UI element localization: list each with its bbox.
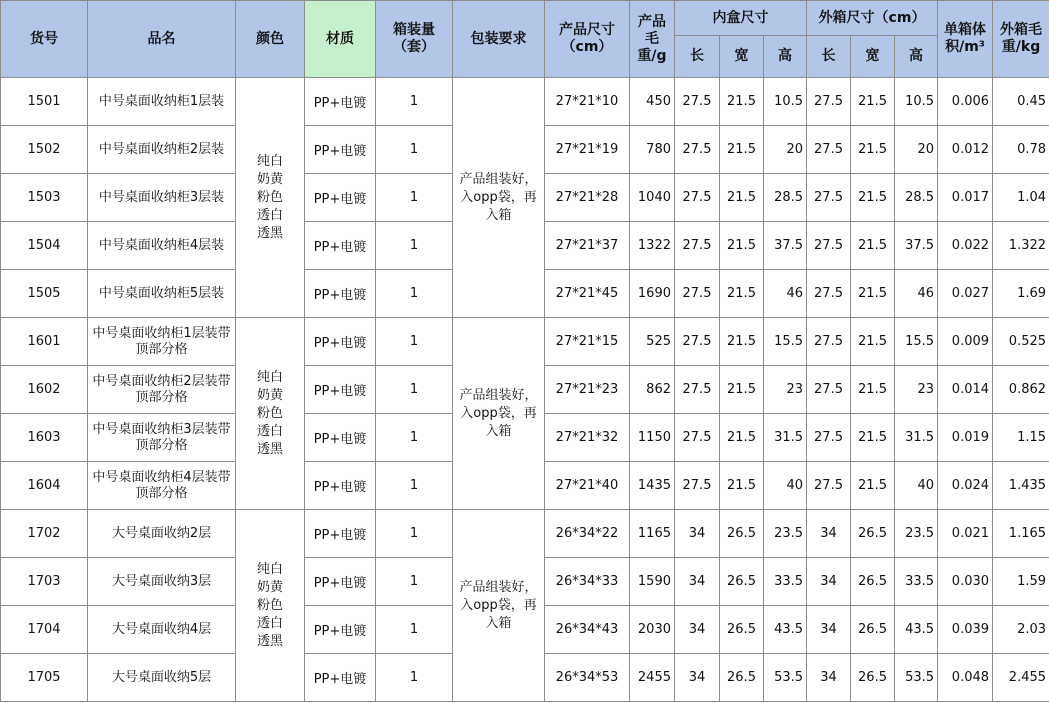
inner-width-cell[interactable]: 21.5 — [720, 414, 764, 462]
inner-length-cell[interactable]: 34 — [675, 510, 720, 558]
packing-cell[interactable]: 产品组装好，入opp袋，再入箱 — [453, 510, 545, 702]
packing-cell[interactable]: 产品组装好，入opp袋，再入箱 — [453, 318, 545, 510]
header-inner-box[interactable]: 内盒尺寸 — [675, 1, 807, 36]
inner-length-cell[interactable]: 27.5 — [675, 414, 720, 462]
inner-height-cell[interactable]: 33.5 — [764, 558, 807, 606]
inner-width-cell[interactable]: 21.5 — [720, 270, 764, 318]
weight-cell[interactable]: 2455 — [630, 654, 675, 702]
sku-cell[interactable]: 1705 — [1, 654, 88, 702]
sku-cell[interactable]: 1504 — [1, 222, 88, 270]
header-outer-box[interactable]: 外箱尺寸（cm） — [807, 1, 938, 36]
volume-cell[interactable]: 0.021 — [938, 510, 993, 558]
gross-weight-cell[interactable]: 1.59 — [993, 558, 1049, 606]
outer-height-cell[interactable]: 23 — [895, 366, 938, 414]
outer-width-cell[interactable]: 21.5 — [851, 462, 895, 510]
gross-weight-cell[interactable]: 2.03 — [993, 606, 1049, 654]
material-cell[interactable]: PP+电镀 — [305, 78, 376, 126]
header-outer-length[interactable]: 长 — [807, 36, 851, 78]
outer-length-cell[interactable]: 34 — [807, 606, 851, 654]
weight-cell[interactable]: 1165 — [630, 510, 675, 558]
outer-height-cell[interactable]: 33.5 — [895, 558, 938, 606]
qty-cell[interactable]: 1 — [376, 366, 453, 414]
inner-width-cell[interactable]: 26.5 — [720, 510, 764, 558]
gross-weight-cell[interactable]: 0.525 — [993, 318, 1049, 366]
outer-height-cell[interactable]: 37.5 — [895, 222, 938, 270]
size-cell[interactable]: 27*21*15 — [545, 318, 630, 366]
inner-width-cell[interactable]: 26.5 — [720, 558, 764, 606]
weight-cell[interactable]: 1590 — [630, 558, 675, 606]
weight-cell[interactable]: 450 — [630, 78, 675, 126]
inner-length-cell[interactable]: 27.5 — [675, 78, 720, 126]
sku-cell[interactable]: 1505 — [1, 270, 88, 318]
header-qty[interactable]: 箱装量（套） — [376, 1, 453, 78]
qty-cell[interactable]: 1 — [376, 462, 453, 510]
name-cell[interactable]: 中号桌面收纳柜2层装 — [88, 126, 236, 174]
sku-cell[interactable]: 1503 — [1, 174, 88, 222]
qty-cell[interactable]: 1 — [376, 654, 453, 702]
volume-cell[interactable]: 0.048 — [938, 654, 993, 702]
sku-cell[interactable]: 1602 — [1, 366, 88, 414]
name-cell[interactable]: 大号桌面收纳5层 — [88, 654, 236, 702]
outer-height-cell[interactable]: 46 — [895, 270, 938, 318]
gross-weight-cell[interactable]: 1.04 — [993, 174, 1049, 222]
size-cell[interactable]: 27*21*19 — [545, 126, 630, 174]
outer-width-cell[interactable]: 21.5 — [851, 414, 895, 462]
sku-cell[interactable]: 1502 — [1, 126, 88, 174]
gross-weight-cell[interactable]: 0.45 — [993, 78, 1049, 126]
header-product-weight[interactable]: 产品毛重/g — [630, 1, 675, 78]
header-volume[interactable]: 单箱体积/m³ — [938, 1, 993, 78]
material-cell[interactable]: PP+电镀 — [305, 318, 376, 366]
inner-length-cell[interactable]: 27.5 — [675, 318, 720, 366]
gross-weight-cell[interactable]: 1.165 — [993, 510, 1049, 558]
inner-width-cell[interactable]: 26.5 — [720, 654, 764, 702]
outer-width-cell[interactable]: 26.5 — [851, 606, 895, 654]
packing-cell[interactable]: 产品组装好，入opp袋，再入箱 — [453, 78, 545, 318]
outer-width-cell[interactable]: 21.5 — [851, 126, 895, 174]
table-row — [1, 510, 1049, 558]
name-cell[interactable]: 大号桌面收纳4层 — [88, 606, 236, 654]
outer-height-cell[interactable]: 28.5 — [895, 174, 938, 222]
inner-width-cell[interactable]: 21.5 — [720, 78, 764, 126]
color-cell[interactable]: 纯白 奶黄 粉色 透白 透黑 — [236, 318, 305, 510]
inner-height-cell[interactable]: 37.5 — [764, 222, 807, 270]
name-cell[interactable]: 中号桌面收纳柜1层装 — [88, 78, 236, 126]
weight-cell[interactable]: 780 — [630, 126, 675, 174]
inner-width-cell[interactable]: 21.5 — [720, 174, 764, 222]
inner-length-cell[interactable]: 27.5 — [675, 126, 720, 174]
inner-width-cell[interactable]: 21.5 — [720, 318, 764, 366]
name-cell[interactable]: 大号桌面收纳2层 — [88, 510, 236, 558]
qty-cell[interactable]: 1 — [376, 78, 453, 126]
inner-width-cell[interactable]: 21.5 — [720, 462, 764, 510]
header-inner-length[interactable]: 长 — [675, 36, 720, 78]
material-cell[interactable]: PP+电镀 — [305, 126, 376, 174]
table-row — [1, 78, 1049, 126]
header-gross-weight[interactable]: 外箱毛重/kg — [993, 1, 1049, 78]
inner-height-cell[interactable]: 23 — [764, 366, 807, 414]
inner-height-cell[interactable]: 15.5 — [764, 318, 807, 366]
qty-cell[interactable]: 1 — [376, 414, 453, 462]
outer-length-cell[interactable]: 27.5 — [807, 174, 851, 222]
weight-cell[interactable]: 1322 — [630, 222, 675, 270]
sku-cell[interactable]: 1501 — [1, 78, 88, 126]
material-cell[interactable]: PP+电镀 — [305, 510, 376, 558]
outer-length-cell[interactable]: 27.5 — [807, 78, 851, 126]
inner-length-cell[interactable]: 34 — [675, 558, 720, 606]
header-inner-height[interactable]: 高 — [764, 36, 807, 78]
material-cell[interactable]: PP+电镀 — [305, 414, 376, 462]
material-cell[interactable]: PP+电镀 — [305, 654, 376, 702]
inner-length-cell[interactable]: 27.5 — [675, 174, 720, 222]
qty-cell[interactable]: 1 — [376, 270, 453, 318]
volume-cell[interactable]: 0.019 — [938, 414, 993, 462]
gross-weight-cell[interactable]: 1.15 — [993, 414, 1049, 462]
volume-cell[interactable]: 0.014 — [938, 366, 993, 414]
outer-length-cell[interactable]: 34 — [807, 558, 851, 606]
gross-weight-cell[interactable]: 1.322 — [993, 222, 1049, 270]
inner-height-cell[interactable]: 10.5 — [764, 78, 807, 126]
qty-cell[interactable]: 1 — [376, 318, 453, 366]
size-cell[interactable]: 27*21*10 — [545, 78, 630, 126]
weight-cell[interactable]: 1040 — [630, 174, 675, 222]
name-cell[interactable]: 中号桌面收纳柜4层装 — [88, 222, 236, 270]
header-sku[interactable]: 货号 — [1, 1, 88, 78]
volume-cell[interactable]: 0.022 — [938, 222, 993, 270]
sku-cell[interactable]: 1604 — [1, 462, 88, 510]
gross-weight-cell[interactable]: 2.455 — [993, 654, 1049, 702]
weight-cell[interactable]: 1150 — [630, 414, 675, 462]
material-cell[interactable]: PP+电镀 — [305, 558, 376, 606]
size-cell[interactable]: 27*21*32 — [545, 414, 630, 462]
volume-cell[interactable]: 0.024 — [938, 462, 993, 510]
material-cell[interactable]: PP+电镀 — [305, 270, 376, 318]
inner-width-cell[interactable]: 21.5 — [720, 366, 764, 414]
sku-cell[interactable]: 1702 — [1, 510, 88, 558]
inner-width-cell[interactable]: 26.5 — [720, 606, 764, 654]
gross-weight-cell[interactable]: 0.862 — [993, 366, 1049, 414]
outer-height-cell[interactable]: 20 — [895, 126, 938, 174]
inner-height-cell[interactable]: 20 — [764, 126, 807, 174]
outer-length-cell[interactable]: 34 — [807, 510, 851, 558]
outer-width-cell[interactable]: 21.5 — [851, 366, 895, 414]
volume-cell[interactable]: 0.012 — [938, 126, 993, 174]
weight-cell[interactable]: 1435 — [630, 462, 675, 510]
outer-width-cell[interactable]: 21.5 — [851, 222, 895, 270]
color-cell[interactable]: 纯白 奶黄 粉色 透白 透黑 — [236, 78, 305, 318]
name-cell[interactable]: 大号桌面收纳3层 — [88, 558, 236, 606]
header-inner-width[interactable]: 宽 — [720, 36, 764, 78]
volume-cell[interactable]: 0.006 — [938, 78, 993, 126]
outer-width-cell[interactable]: 26.5 — [851, 654, 895, 702]
size-cell[interactable]: 27*21*45 — [545, 270, 630, 318]
qty-cell[interactable]: 1 — [376, 174, 453, 222]
size-cell[interactable]: 27*21*40 — [545, 462, 630, 510]
material-cell[interactable]: PP+电镀 — [305, 366, 376, 414]
volume-cell[interactable]: 0.039 — [938, 606, 993, 654]
table-body — [1, 78, 1049, 702]
outer-length-cell[interactable]: 27.5 — [807, 318, 851, 366]
outer-length-cell[interactable]: 27.5 — [807, 270, 851, 318]
volume-cell[interactable]: 0.009 — [938, 318, 993, 366]
header-product-size[interactable]: 产品尺寸（cm） — [545, 1, 630, 78]
size-cell[interactable]: 26*34*33 — [545, 558, 630, 606]
header-outer-height[interactable]: 高 — [895, 36, 938, 78]
volume-cell[interactable]: 0.030 — [938, 558, 993, 606]
inner-height-cell[interactable]: 46 — [764, 270, 807, 318]
outer-height-cell[interactable]: 15.5 — [895, 318, 938, 366]
outer-height-cell[interactable]: 53.5 — [895, 654, 938, 702]
outer-length-cell[interactable]: 27.5 — [807, 366, 851, 414]
name-cell[interactable]: 中号桌面收纳柜5层装 — [88, 270, 236, 318]
outer-height-cell[interactable]: 40 — [895, 462, 938, 510]
weight-cell[interactable]: 525 — [630, 318, 675, 366]
inner-width-cell[interactable]: 21.5 — [720, 126, 764, 174]
inner-length-cell[interactable]: 34 — [675, 654, 720, 702]
outer-height-cell[interactable]: 10.5 — [895, 78, 938, 126]
inner-height-cell[interactable]: 53.5 — [764, 654, 807, 702]
outer-length-cell[interactable]: 27.5 — [807, 414, 851, 462]
gross-weight-cell[interactable]: 0.78 — [993, 126, 1049, 174]
outer-length-cell[interactable]: 34 — [807, 654, 851, 702]
material-cell[interactable]: PP+电镀 — [305, 222, 376, 270]
size-cell[interactable]: 27*21*23 — [545, 366, 630, 414]
material-cell[interactable]: PP+电镀 — [305, 462, 376, 510]
inner-height-cell[interactable]: 23.5 — [764, 510, 807, 558]
inner-length-cell[interactable]: 34 — [675, 606, 720, 654]
size-cell[interactable]: 26*34*53 — [545, 654, 630, 702]
name-cell[interactable]: 中号桌面收纳柜4层装带顶部分格 — [88, 462, 236, 510]
outer-length-cell[interactable]: 27.5 — [807, 126, 851, 174]
gross-weight-cell[interactable]: 1.69 — [993, 270, 1049, 318]
inner-height-cell[interactable]: 28.5 — [764, 174, 807, 222]
color-cell[interactable]: 纯白 奶黄 粉色 透白 透黑 — [236, 510, 305, 702]
header-outer-width[interactable]: 宽 — [851, 36, 895, 78]
name-cell[interactable]: 中号桌面收纳柜1层装带顶部分格 — [88, 318, 236, 366]
header-material[interactable]: 材质 — [305, 1, 376, 78]
outer-height-cell[interactable]: 31.5 — [895, 414, 938, 462]
size-cell[interactable]: 27*21*28 — [545, 174, 630, 222]
inner-length-cell[interactable]: 27.5 — [675, 222, 720, 270]
table-header — [1, 1, 1049, 78]
outer-height-cell[interactable]: 23.5 — [895, 510, 938, 558]
qty-cell[interactable]: 1 — [376, 126, 453, 174]
outer-height-cell[interactable]: 43.5 — [895, 606, 938, 654]
outer-width-cell[interactable]: 21.5 — [851, 270, 895, 318]
weight-cell[interactable]: 862 — [630, 366, 675, 414]
name-cell[interactable]: 中号桌面收纳柜3层装带顶部分格 — [88, 414, 236, 462]
header-color[interactable]: 颜色 — [236, 1, 305, 78]
qty-cell[interactable]: 1 — [376, 222, 453, 270]
inner-height-cell[interactable]: 40 — [764, 462, 807, 510]
outer-width-cell[interactable]: 21.5 — [851, 318, 895, 366]
gross-weight-cell[interactable]: 1.435 — [993, 462, 1049, 510]
material-cell[interactable]: PP+电镀 — [305, 174, 376, 222]
outer-width-cell[interactable]: 26.5 — [851, 558, 895, 606]
name-cell[interactable]: 中号桌面收纳柜2层装带顶部分格 — [88, 366, 236, 414]
qty-cell[interactable]: 1 — [376, 510, 453, 558]
material-cell[interactable]: PP+电镀 — [305, 606, 376, 654]
size-cell[interactable]: 26*34*43 — [545, 606, 630, 654]
volume-cell[interactable]: 0.027 — [938, 270, 993, 318]
size-cell[interactable]: 27*21*37 — [545, 222, 630, 270]
outer-width-cell[interactable]: 21.5 — [851, 78, 895, 126]
qty-cell[interactable]: 1 — [376, 558, 453, 606]
inner-height-cell[interactable]: 43.5 — [764, 606, 807, 654]
inner-length-cell[interactable]: 27.5 — [675, 270, 720, 318]
inner-width-cell[interactable]: 21.5 — [720, 222, 764, 270]
table-row — [1, 318, 1049, 366]
outer-width-cell[interactable]: 21.5 — [851, 174, 895, 222]
sku-cell[interactable]: 1603 — [1, 414, 88, 462]
inner-height-cell[interactable]: 31.5 — [764, 414, 807, 462]
inner-length-cell[interactable]: 27.5 — [675, 366, 720, 414]
qty-cell[interactable]: 1 — [376, 606, 453, 654]
inner-length-cell[interactable]: 27.5 — [675, 462, 720, 510]
header-packing[interactable]: 包装要求 — [453, 1, 545, 78]
size-cell[interactable]: 26*34*22 — [545, 510, 630, 558]
header-name[interactable]: 品名 — [88, 1, 236, 78]
weight-cell[interactable]: 1690 — [630, 270, 675, 318]
sku-cell[interactable]: 1601 — [1, 318, 88, 366]
volume-cell[interactable]: 0.017 — [938, 174, 993, 222]
outer-width-cell[interactable]: 26.5 — [851, 510, 895, 558]
name-cell[interactable]: 中号桌面收纳柜3层装 — [88, 174, 236, 222]
outer-length-cell[interactable]: 27.5 — [807, 222, 851, 270]
weight-cell[interactable]: 2030 — [630, 606, 675, 654]
outer-length-cell[interactable]: 27.5 — [807, 462, 851, 510]
sku-cell[interactable]: 1703 — [1, 558, 88, 606]
sku-cell[interactable]: 1704 — [1, 606, 88, 654]
